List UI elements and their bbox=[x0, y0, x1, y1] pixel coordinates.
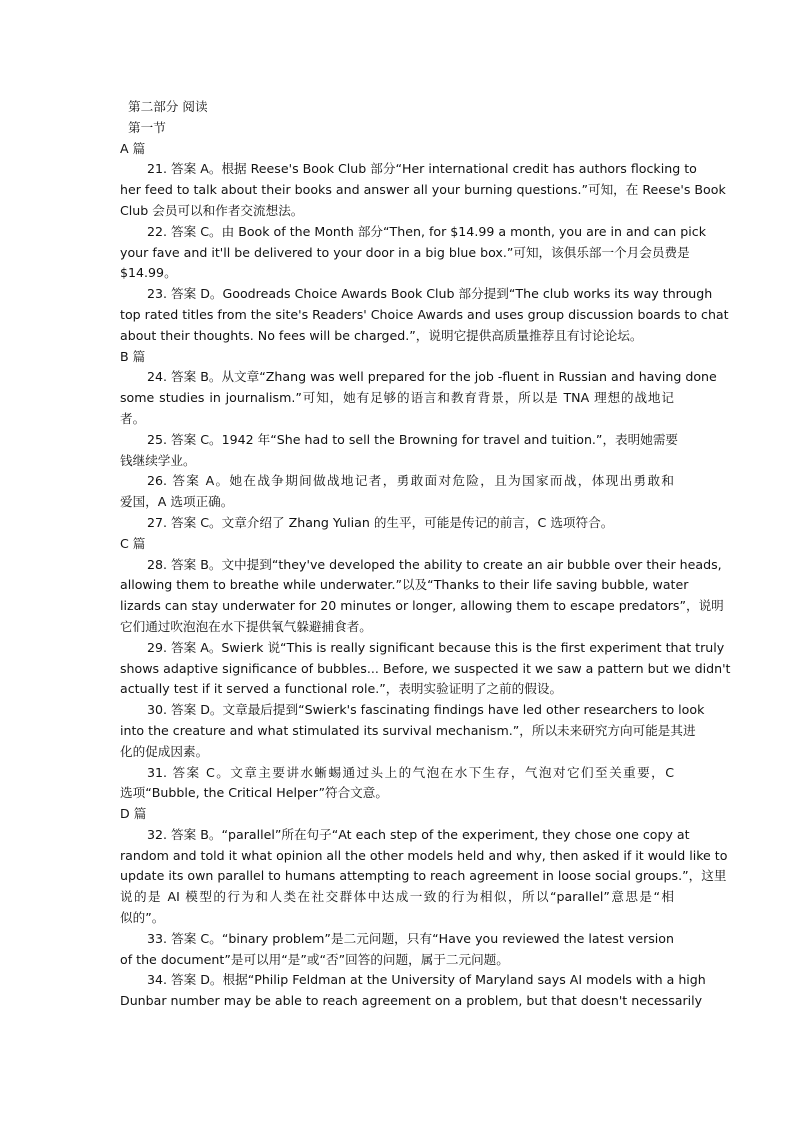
answer-item bbox=[120, 471, 674, 513]
answer-item bbox=[120, 430, 679, 472]
answer-line: your fave and it'll be delivered to your door in a big blue box.”可知，该俱乐部一个月会员费是 bbox=[120, 244, 690, 260]
answer-line: of the document”是可以用“是”或“否”回答的问题，属于二元问题。 bbox=[120, 951, 509, 967]
answer-line: actually test if it served a functional role.”，表明实验证明了之前的假设。 bbox=[120, 681, 563, 697]
answer-line: 22. 答案 C。由 Book of the Month 部分“Then, for $14.99 a month, you are in and can pick bbox=[147, 223, 706, 239]
answer-line: 23. 答案 D。Goodreads Choice Awards Book Club 部分提到“The club works its way through bbox=[147, 286, 713, 302]
answer-line: Dunbar number may be able to reach agreement on a problem, but that doesn't necessarily bbox=[120, 993, 703, 1009]
answer-item bbox=[120, 638, 731, 700]
answer-item bbox=[120, 763, 674, 805]
answer-line: 者。 bbox=[120, 410, 146, 426]
answer-line: update its own parallel to humans attempting to reach agreement in loose social groups.”，这里 bbox=[120, 868, 727, 884]
answer-line: 31. 答案 C。文章主要讲水蜥蜴通过头上的气泡在水下生存，气泡对它们至关重要，C bbox=[147, 764, 674, 780]
answer-line: lizards can stay underwater for 20 minutes or longer, allowing them to escape predators”，说明 bbox=[120, 598, 724, 614]
answer-line: 32. 答案 B。“parallel”所在句子“At each step of the experiment, they chose one copy at bbox=[147, 826, 690, 842]
answer-line: shows adaptive significance of bubbles... Before, we suspected it we saw a pattern but we didn't bbox=[120, 660, 731, 676]
passage-label: A 篇 bbox=[120, 140, 146, 156]
answer-item bbox=[120, 700, 705, 762]
answer-line: 24. 答案 B。从文章“Zhang was well prepared for the job -fluent in Russian and having done bbox=[147, 369, 717, 385]
answer-line: about their thoughts. No fees will be charged.”，说明它提供高质量推荐且有讨论论坛。 bbox=[120, 327, 643, 343]
answer-item bbox=[120, 367, 717, 429]
answer-item bbox=[120, 513, 674, 534]
answer-line: 29. 答案 A。Swierk 说“This is really significant because this is the first experiment that truly bbox=[147, 639, 725, 655]
answer-line: 33. 答案 C。“binary problem”是二元问题，只有“Have you reviewed the latest version bbox=[147, 930, 674, 946]
answer-item bbox=[120, 555, 724, 638]
section-title: 第一节 bbox=[128, 119, 166, 135]
answer-line: her feed to talk about their books and answer all your burning questions.”可知，在 Reese's Book bbox=[120, 182, 726, 198]
answer-line: 钱继续学业。 bbox=[120, 452, 196, 468]
answer-line: 25. 答案 C。1942 年“She had to sell the Browning for travel and tuition.”，表明她需要 bbox=[147, 431, 679, 447]
answer-line: 选项“Bubble, the Critical Helper”符合文意。 bbox=[120, 785, 388, 801]
answer-line: top rated titles from the site's Readers' Choice Awards and uses group discussion boards to chat bbox=[120, 306, 729, 322]
answer-line: 28. 答案 B。文中提到“they've developed the ability to create an air bubble over their heads, bbox=[147, 556, 722, 572]
answer-line: some studies in journalism.”可知，她有足够的语言和教育背景，所以是 TNA 理想的战地记 bbox=[120, 390, 674, 406]
answer-line: 爱国，A 选项正确。 bbox=[120, 494, 234, 510]
answer-item bbox=[120, 929, 674, 971]
answer-line: $14.99。 bbox=[120, 265, 177, 281]
answer-line: 21. 答案 A。根据 Reese's Book Club 部分“Her international credit has authors flocking to bbox=[147, 161, 697, 177]
answer-line: random and told it what opinion all the other models held and why, then asked if it would like to bbox=[120, 847, 728, 863]
answer-item bbox=[120, 284, 729, 346]
answer-line: 27. 答案 C。文章介绍了 Zhang Yulian 的生平，可能是传记的前言，C 选项符合。 bbox=[147, 514, 614, 530]
answer-key-document bbox=[120, 97, 731, 1012]
answer-item bbox=[120, 222, 706, 284]
answer-item bbox=[120, 970, 706, 1012]
answer-line: 它们通过吹泡泡在水下提供氧气躲避捕食者。 bbox=[120, 618, 372, 634]
answer-line: 化的促成因素。 bbox=[120, 743, 209, 759]
part-title: 第二部分 阅读 bbox=[128, 99, 208, 114]
passages-container bbox=[120, 139, 731, 1012]
answer-line: 34. 答案 D。根据“Philip Feldman at the University of Maryland says AI models with a high bbox=[147, 972, 706, 988]
answer-line: 似的”。 bbox=[120, 910, 165, 926]
passage-label: D 篇 bbox=[120, 806, 147, 822]
answer-line: 26. 答案 A。她在战争期间做战地记者，勇敢面对危险，且为国家而战，体现出勇敢和 bbox=[147, 473, 674, 489]
answer-line: 说的是 AI 模型的行为和人类在社交群体中达成一致的行为相似，所以“parallel”意思是“相 bbox=[120, 889, 674, 905]
answer-line: Club 会员可以和作者交流想法。 bbox=[120, 202, 304, 218]
passage-label: C 篇 bbox=[120, 535, 146, 551]
answer-item bbox=[120, 825, 728, 929]
answer-line: 30. 答案 D。文章最后提到“Swierk's fascinating findings have led other researchers to look bbox=[147, 702, 705, 718]
passage-label: B 篇 bbox=[120, 348, 146, 364]
answer-item bbox=[120, 159, 726, 221]
answer-line: into the creature and what stimulated its survival mechanism.”，所以未来研究方向可能是其进 bbox=[120, 722, 696, 738]
answer-line: allowing them to breathe while underwater.”以及“Thanks to their life saving bubble, water bbox=[120, 577, 689, 593]
